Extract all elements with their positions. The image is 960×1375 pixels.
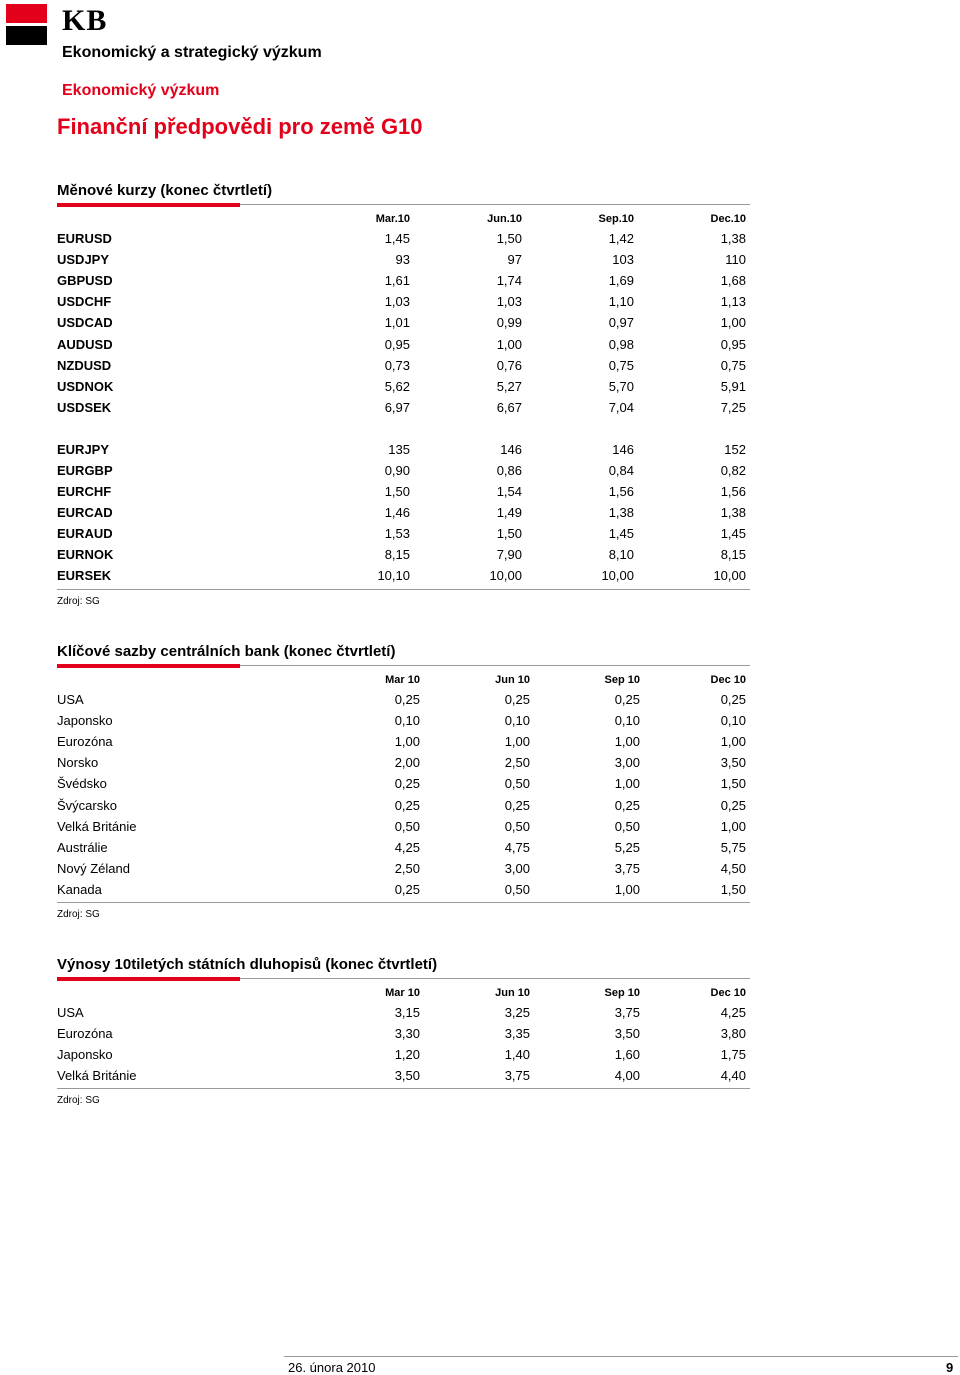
fx-row-value: 7,25 <box>720 399 746 415</box>
rates-row-value: 0,50 <box>504 881 530 897</box>
rates-row-value: 0,10 <box>504 713 530 729</box>
rates-row-value: 3,75 <box>614 860 640 876</box>
rates-row-label: Kanada <box>57 881 102 897</box>
rates-row-value: 1,50 <box>720 776 746 792</box>
fx-row-label: NZDUSD <box>57 357 112 373</box>
bonds-bottom-rule <box>57 1088 750 1089</box>
fx-row-label: AUDUSD <box>57 336 113 352</box>
rates-row-label: Japonsko <box>57 713 113 729</box>
rates-row-value: 0,10 <box>394 713 420 729</box>
fx-row-value: 0,84 <box>608 462 634 478</box>
rates-row <box>57 794 750 815</box>
rates-row-value: 0,50 <box>394 818 420 834</box>
rates-row-value: 0,25 <box>394 881 420 897</box>
bonds-row-value: 1,75 <box>720 1047 746 1063</box>
rates-row-value: 1,00 <box>614 776 640 792</box>
fx-row-value: 5,70 <box>608 378 634 394</box>
bonds-row-value: 3,30 <box>394 1026 420 1042</box>
rates-row <box>57 731 750 752</box>
rates-section <box>57 642 750 920</box>
fx-row-value: 1,38 <box>608 505 634 521</box>
rates-row-value: 0,50 <box>504 776 530 792</box>
fx-bottom-rule <box>57 589 750 590</box>
rates-row-label: Švýcarsko <box>57 797 117 813</box>
bonds-row-value: 1,60 <box>614 1047 640 1063</box>
rates-row-value: 1,00 <box>720 734 746 750</box>
bonds-row-value: 3,75 <box>614 1005 640 1021</box>
fx-row-value: 1,38 <box>720 505 746 521</box>
fx-row-label: USDNOK <box>57 378 114 394</box>
rates-col-header: Jun 10 <box>495 674 530 686</box>
fx-row <box>57 502 750 523</box>
fx-row <box>57 312 750 333</box>
rates-row <box>57 689 750 710</box>
fx-row-value: 0,76 <box>496 357 522 373</box>
fx-row <box>57 291 750 312</box>
fx-row-value: 97 <box>507 252 522 268</box>
bonds-row-value: 4,00 <box>614 1068 640 1084</box>
rates-row-label: Nový Zéland <box>57 860 130 876</box>
rates-col-header: Mar 10 <box>385 674 420 686</box>
rates-row-value: 0,25 <box>504 692 530 708</box>
fx-row-value: 146 <box>612 441 634 457</box>
rates-row-value: 3,50 <box>720 755 746 771</box>
fx-row-label: EURUSD <box>57 231 112 247</box>
fx-row <box>57 523 750 544</box>
rates-row-value: 1,50 <box>720 881 746 897</box>
fx-row-value: 0,95 <box>720 336 746 352</box>
fx-row <box>57 355 750 376</box>
fx-row-value: 1,45 <box>384 231 410 247</box>
bonds-row <box>57 1044 750 1065</box>
fx-row-value: 6,97 <box>384 399 410 415</box>
fx-col-header: Mar.10 <box>375 213 410 225</box>
fx-row-value: 93 <box>395 252 410 268</box>
fx-row-value: 146 <box>500 441 522 457</box>
bonds-row-value: 3,15 <box>394 1005 420 1021</box>
rates-row-value: 1,00 <box>720 818 746 834</box>
rates-row-value: 4,50 <box>720 860 746 876</box>
fx-row-value: 7,90 <box>496 547 522 563</box>
fx-row-label: EURNOK <box>57 547 114 563</box>
bonds-row-label: USA <box>57 1005 84 1021</box>
rates-row-label: USA <box>57 692 84 708</box>
bonds-row-value: 3,35 <box>504 1026 530 1042</box>
fx-row-value: 10,00 <box>489 568 522 584</box>
bonds-table <box>57 984 750 1086</box>
fx-row-value: 0,97 <box>608 315 634 331</box>
bonds-col-header: Mar 10 <box>385 987 420 999</box>
fx-row <box>57 228 750 249</box>
rates-row-value: 2,50 <box>504 755 530 771</box>
rates-row-value: 4,25 <box>394 839 420 855</box>
fx-row-value: 1,10 <box>608 294 634 310</box>
fx-row-value: 0,95 <box>384 336 410 352</box>
bonds-row-value: 3,25 <box>504 1005 530 1021</box>
rates-row <box>57 858 750 879</box>
fx-row-value: 0,75 <box>608 357 634 373</box>
fx-row-value: 5,27 <box>496 378 522 394</box>
rates-row-value: 1,00 <box>614 881 640 897</box>
fx-row-label: EURAUD <box>57 526 113 542</box>
rates-row <box>57 837 750 858</box>
rates-row <box>57 710 750 731</box>
rates-row <box>57 752 750 773</box>
fx-section <box>57 181 750 607</box>
fx-row-value: 1,56 <box>720 484 746 500</box>
fx-row-label: GBPUSD <box>57 273 113 289</box>
fx-row-value: 1,50 <box>496 231 522 247</box>
fx-col-header: Jun.10 <box>487 213 522 225</box>
fx-row <box>57 439 750 460</box>
rates-col-header: Sep 10 <box>604 674 640 686</box>
fx-row <box>57 565 750 586</box>
fx-row-value: 1,00 <box>496 336 522 352</box>
rates-row-value: 0,25 <box>720 692 746 708</box>
rates-row-value: 2,00 <box>394 755 420 771</box>
rates-row-value: 4,75 <box>504 839 530 855</box>
rates-title-rule <box>57 664 750 668</box>
rates-row-value: 0,25 <box>394 797 420 813</box>
bonds-row-value: 4,40 <box>720 1068 746 1084</box>
fx-table <box>57 210 750 587</box>
fx-row-value: 1,46 <box>384 505 410 521</box>
fx-row-value: 7,04 <box>608 399 634 415</box>
fx-row-value: 6,67 <box>496 399 522 415</box>
bonds-title: Výnosy 10tiletých státních dluhopisů (konec čtvrtletí) <box>57 956 438 973</box>
fx-row-value: 1,50 <box>496 526 522 542</box>
bonds-row <box>57 1023 750 1044</box>
fx-row <box>57 249 750 270</box>
fx-row-value: 1,00 <box>720 315 746 331</box>
fx-row-value: 1,69 <box>608 273 634 289</box>
rates-row-value: 5,25 <box>614 839 640 855</box>
rates-table <box>57 671 750 900</box>
fx-row-value: 1,68 <box>720 273 746 289</box>
fx-row <box>57 333 750 354</box>
fx-row-label: EURGBP <box>57 462 113 478</box>
kb-logo <box>6 4 47 45</box>
bonds-row <box>57 1002 750 1023</box>
rates-row-label: Velká Británie <box>57 818 137 834</box>
fx-row-value: 10,10 <box>377 568 410 584</box>
fx-row-value: 152 <box>724 441 746 457</box>
fx-row-value: 135 <box>388 441 410 457</box>
fx-row-value: 1,56 <box>608 484 634 500</box>
fx-row <box>57 397 750 418</box>
rates-row-value: 2,50 <box>394 860 420 876</box>
fx-row-value: 1,74 <box>496 273 522 289</box>
fx-col-header: Sep.10 <box>598 213 634 225</box>
fx-col-header: Dec.10 <box>710 213 746 225</box>
fx-row <box>57 460 750 481</box>
page-number: 9 <box>946 1360 954 1375</box>
fx-row-value: 0,73 <box>384 357 410 373</box>
rates-row-label: Švédsko <box>57 776 107 792</box>
fx-row-value: 1,13 <box>720 294 746 310</box>
logo-text: KB <box>62 4 108 37</box>
fx-row-value: 1,45 <box>720 526 746 542</box>
fx-row-value: 1,45 <box>608 526 634 542</box>
fx-row <box>57 376 750 397</box>
rates-row-label: Norsko <box>57 755 99 771</box>
fx-row-value: 1,42 <box>608 231 634 247</box>
rates-row-value: 0,25 <box>720 797 746 813</box>
rates-row-value: 0,25 <box>504 797 530 813</box>
fx-row-value: 8,15 <box>720 547 746 563</box>
fx-row-value: 1,50 <box>384 484 410 500</box>
fx-row-value: 10,00 <box>713 568 746 584</box>
fx-row-label: USDJPY <box>57 252 110 268</box>
fx-row-value: 8,15 <box>384 547 410 563</box>
bonds-col-header: Jun 10 <box>495 987 530 999</box>
bonds-row-value: 1,20 <box>394 1047 420 1063</box>
bonds-col-header: Sep 10 <box>604 987 640 999</box>
fx-row-value: 0,86 <box>496 462 522 478</box>
bonds-row-label: Japonsko <box>57 1047 113 1063</box>
rates-row-value: 0,50 <box>614 818 640 834</box>
bonds-row-value: 4,25 <box>720 1005 746 1021</box>
rates-row-value: 5,75 <box>720 839 746 855</box>
fx-row-value: 10,00 <box>601 568 634 584</box>
bonds-section <box>57 955 750 1106</box>
rates-row-value: 1,00 <box>614 734 640 750</box>
bonds-col-header: Dec 10 <box>710 987 746 999</box>
fx-row-label: USDSEK <box>57 399 112 415</box>
department-heading: Ekonomický a strategický výzkum <box>62 44 322 61</box>
fx-row-label: EURCAD <box>57 505 113 521</box>
page-title: Finanční předpovědi pro země G10 <box>57 114 423 139</box>
fx-row-value: 0,90 <box>384 462 410 478</box>
fx-row <box>57 544 750 565</box>
fx-gap-row <box>57 418 750 439</box>
fx-row-value: 5,91 <box>720 378 746 394</box>
fx-title-rule <box>57 203 750 207</box>
fx-row-value: 0,75 <box>720 357 746 373</box>
rates-row <box>57 773 750 794</box>
bonds-row-label: Eurozóna <box>57 1026 113 1042</box>
fx-row-value: 1,49 <box>496 505 522 521</box>
bonds-row-value: 1,40 <box>504 1047 530 1063</box>
bonds-title-rule <box>57 977 750 981</box>
rates-row-value: 0,25 <box>614 692 640 708</box>
fx-row-label: USDCAD <box>57 315 113 331</box>
rates-row-value: 1,00 <box>504 734 530 750</box>
subtitle-heading: Ekonomický výzkum <box>62 82 220 99</box>
rates-row <box>57 879 750 900</box>
fx-row <box>57 270 750 291</box>
fx-title: Měnové kurzy (konec čtvrtletí) <box>57 182 273 199</box>
rates-row-value: 0,25 <box>394 692 420 708</box>
rates-row-value: 3,00 <box>504 860 530 876</box>
fx-row-value: 1,53 <box>384 526 410 542</box>
rates-row-value: 0,25 <box>614 797 640 813</box>
fx-row-value: 1,61 <box>384 273 410 289</box>
bonds-row-value: 3,75 <box>504 1068 530 1084</box>
bonds-row <box>57 1065 750 1086</box>
bonds-row-value: 3,80 <box>720 1026 746 1042</box>
footer-date: 26. února 2010 <box>288 1360 376 1375</box>
rates-row <box>57 816 750 837</box>
fx-row-value: 0,82 <box>720 462 746 478</box>
fx-row-value: 1,01 <box>384 315 410 331</box>
fx-source: Zdroj: SG <box>57 595 100 607</box>
rates-col-header: Dec 10 <box>710 674 746 686</box>
footer-rule <box>284 1356 958 1357</box>
fx-row-value: 0,98 <box>608 336 634 352</box>
rates-title: Klíčové sazby centrálních bank (konec čtvrtletí) <box>57 643 396 660</box>
rates-row-value: 0,25 <box>394 776 420 792</box>
rates-row-value: 1,00 <box>394 734 420 750</box>
fx-row-value: 1,03 <box>384 294 410 310</box>
rates-row-value: 0,10 <box>720 713 746 729</box>
fx-row <box>57 481 750 502</box>
bonds-source: Zdroj: SG <box>57 1095 100 1107</box>
fx-row-value: 1,03 <box>496 294 522 310</box>
fx-row-label: EURCHF <box>57 484 112 500</box>
fx-row-value: 0,99 <box>496 315 522 331</box>
bonds-row-value: 3,50 <box>394 1068 420 1084</box>
fx-row-value: 103 <box>612 252 634 268</box>
fx-row-value: 1,54 <box>496 484 522 500</box>
rates-row-label: Eurozóna <box>57 734 113 750</box>
fx-row-label: EURSEK <box>57 568 112 584</box>
rates-source: Zdroj: SG <box>57 908 100 920</box>
rates-row-value: 3,00 <box>614 755 640 771</box>
fx-row-value: 8,10 <box>608 547 634 563</box>
fx-row-value: 1,38 <box>720 231 746 247</box>
fx-row-label: USDCHF <box>57 294 112 310</box>
bonds-row-value: 3,50 <box>614 1026 640 1042</box>
fx-row-value: 5,62 <box>384 378 410 394</box>
rates-bottom-rule <box>57 902 750 903</box>
fx-row-label: EURJPY <box>57 441 110 457</box>
fx-row-value: 110 <box>725 252 746 268</box>
rates-row-value: 0,10 <box>614 713 640 729</box>
rates-row-label: Austrálie <box>57 839 108 855</box>
rates-row-value: 0,50 <box>504 818 530 834</box>
bonds-row-label: Velká Británie <box>57 1068 137 1084</box>
